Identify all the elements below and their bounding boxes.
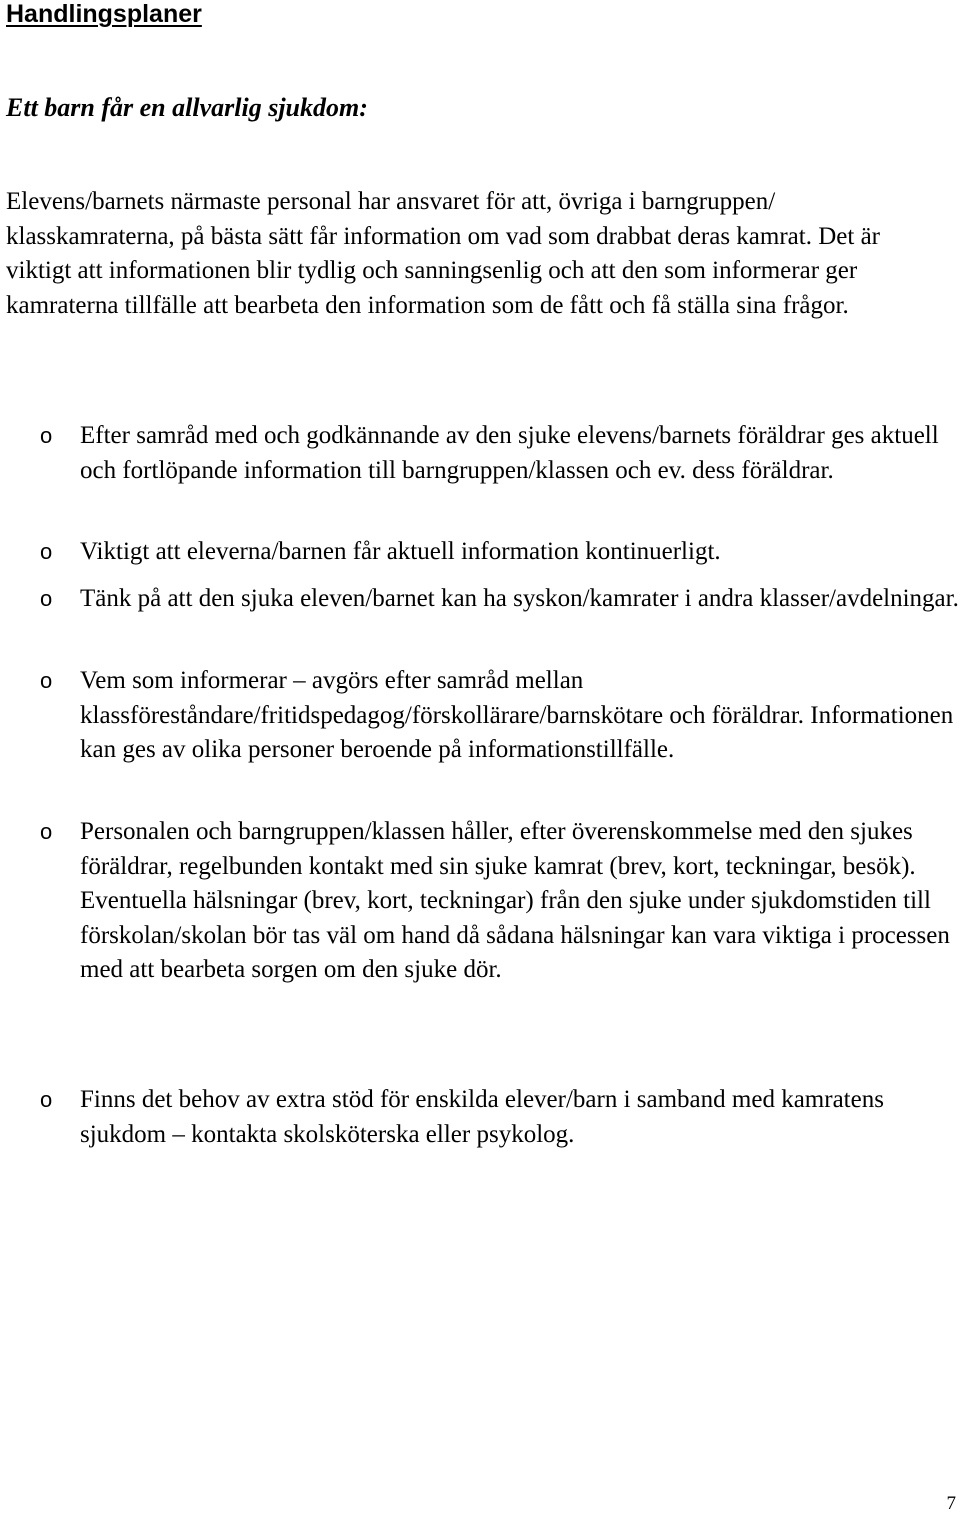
bullet-marker: o [40, 1087, 53, 1112]
bullet-marker: o [40, 819, 53, 844]
document-heading: Handlingsplaner [6, 0, 202, 28]
bullet-text: Vem som informerar – avgörs efter samråd mellan klassföreståndare/fritidspedagog/förskollärare/barnskötare och föräldrar. Informationen kan ges av olika personer beroende på informationstillfälle. [80, 667, 954, 764]
bullet-text: Personalen och barngruppen/klassen håller, efter överenskommelse med den sjukes föräldrar, regelbunden kontakt med sin sjuke kamrat (brev, kort, teckningar, besök). Eventuella hälsningar (brev, kort, teckningar) från den sjuke under sjukdomstiden till förskolan/skolan bör tas väl om hand då sådana hälsningar kan vara viktiga i processen med att bearbeta sorgen om den sjuke dör. [80, 818, 950, 984]
bullet-text: Tänk på att den sjuka eleven/barnet kan ha syskon/kamrater i andra klasser/avdelningar. [80, 585, 959, 612]
section-subheading: Ett barn får en allvarlig sjukdom: [6, 93, 368, 122]
bullet-marker: o [40, 539, 53, 564]
bullet-marker: o [40, 586, 53, 611]
bullet-text: Viktigt att eleverna/barnen får aktuell information kontinuerligt. [80, 538, 721, 565]
bullet-marker: o [40, 423, 53, 448]
bullet-text: Finns det behov av extra stöd för enskilda elever/barn i samband med kamratens sjukdom – kontakta skolsköterska eller psykolog. [80, 1086, 884, 1148]
bullet-text: Efter samråd med och godkännande av den sjuke elevens/barnets föräldrar ges aktuell och fortlöpande information till barngruppen/klassen och ev. dess föräldrar. [80, 422, 939, 484]
page-number: 7 [946, 1493, 956, 1514]
intro-paragraph: Elevens/barnets närmaste personal har ansvaret för att, övriga i barngruppen/ klasskamraterna, på bästa sätt får information om vad som drabbat deras kamrat. Det är viktigt att informationen blir tydlig och sanningsenlig och att den som informerar ger kamraterna tillfälle att bearbeta den information som de fått och få ställa sina frågor. [6, 188, 880, 319]
bullet-marker: o [40, 668, 53, 693]
